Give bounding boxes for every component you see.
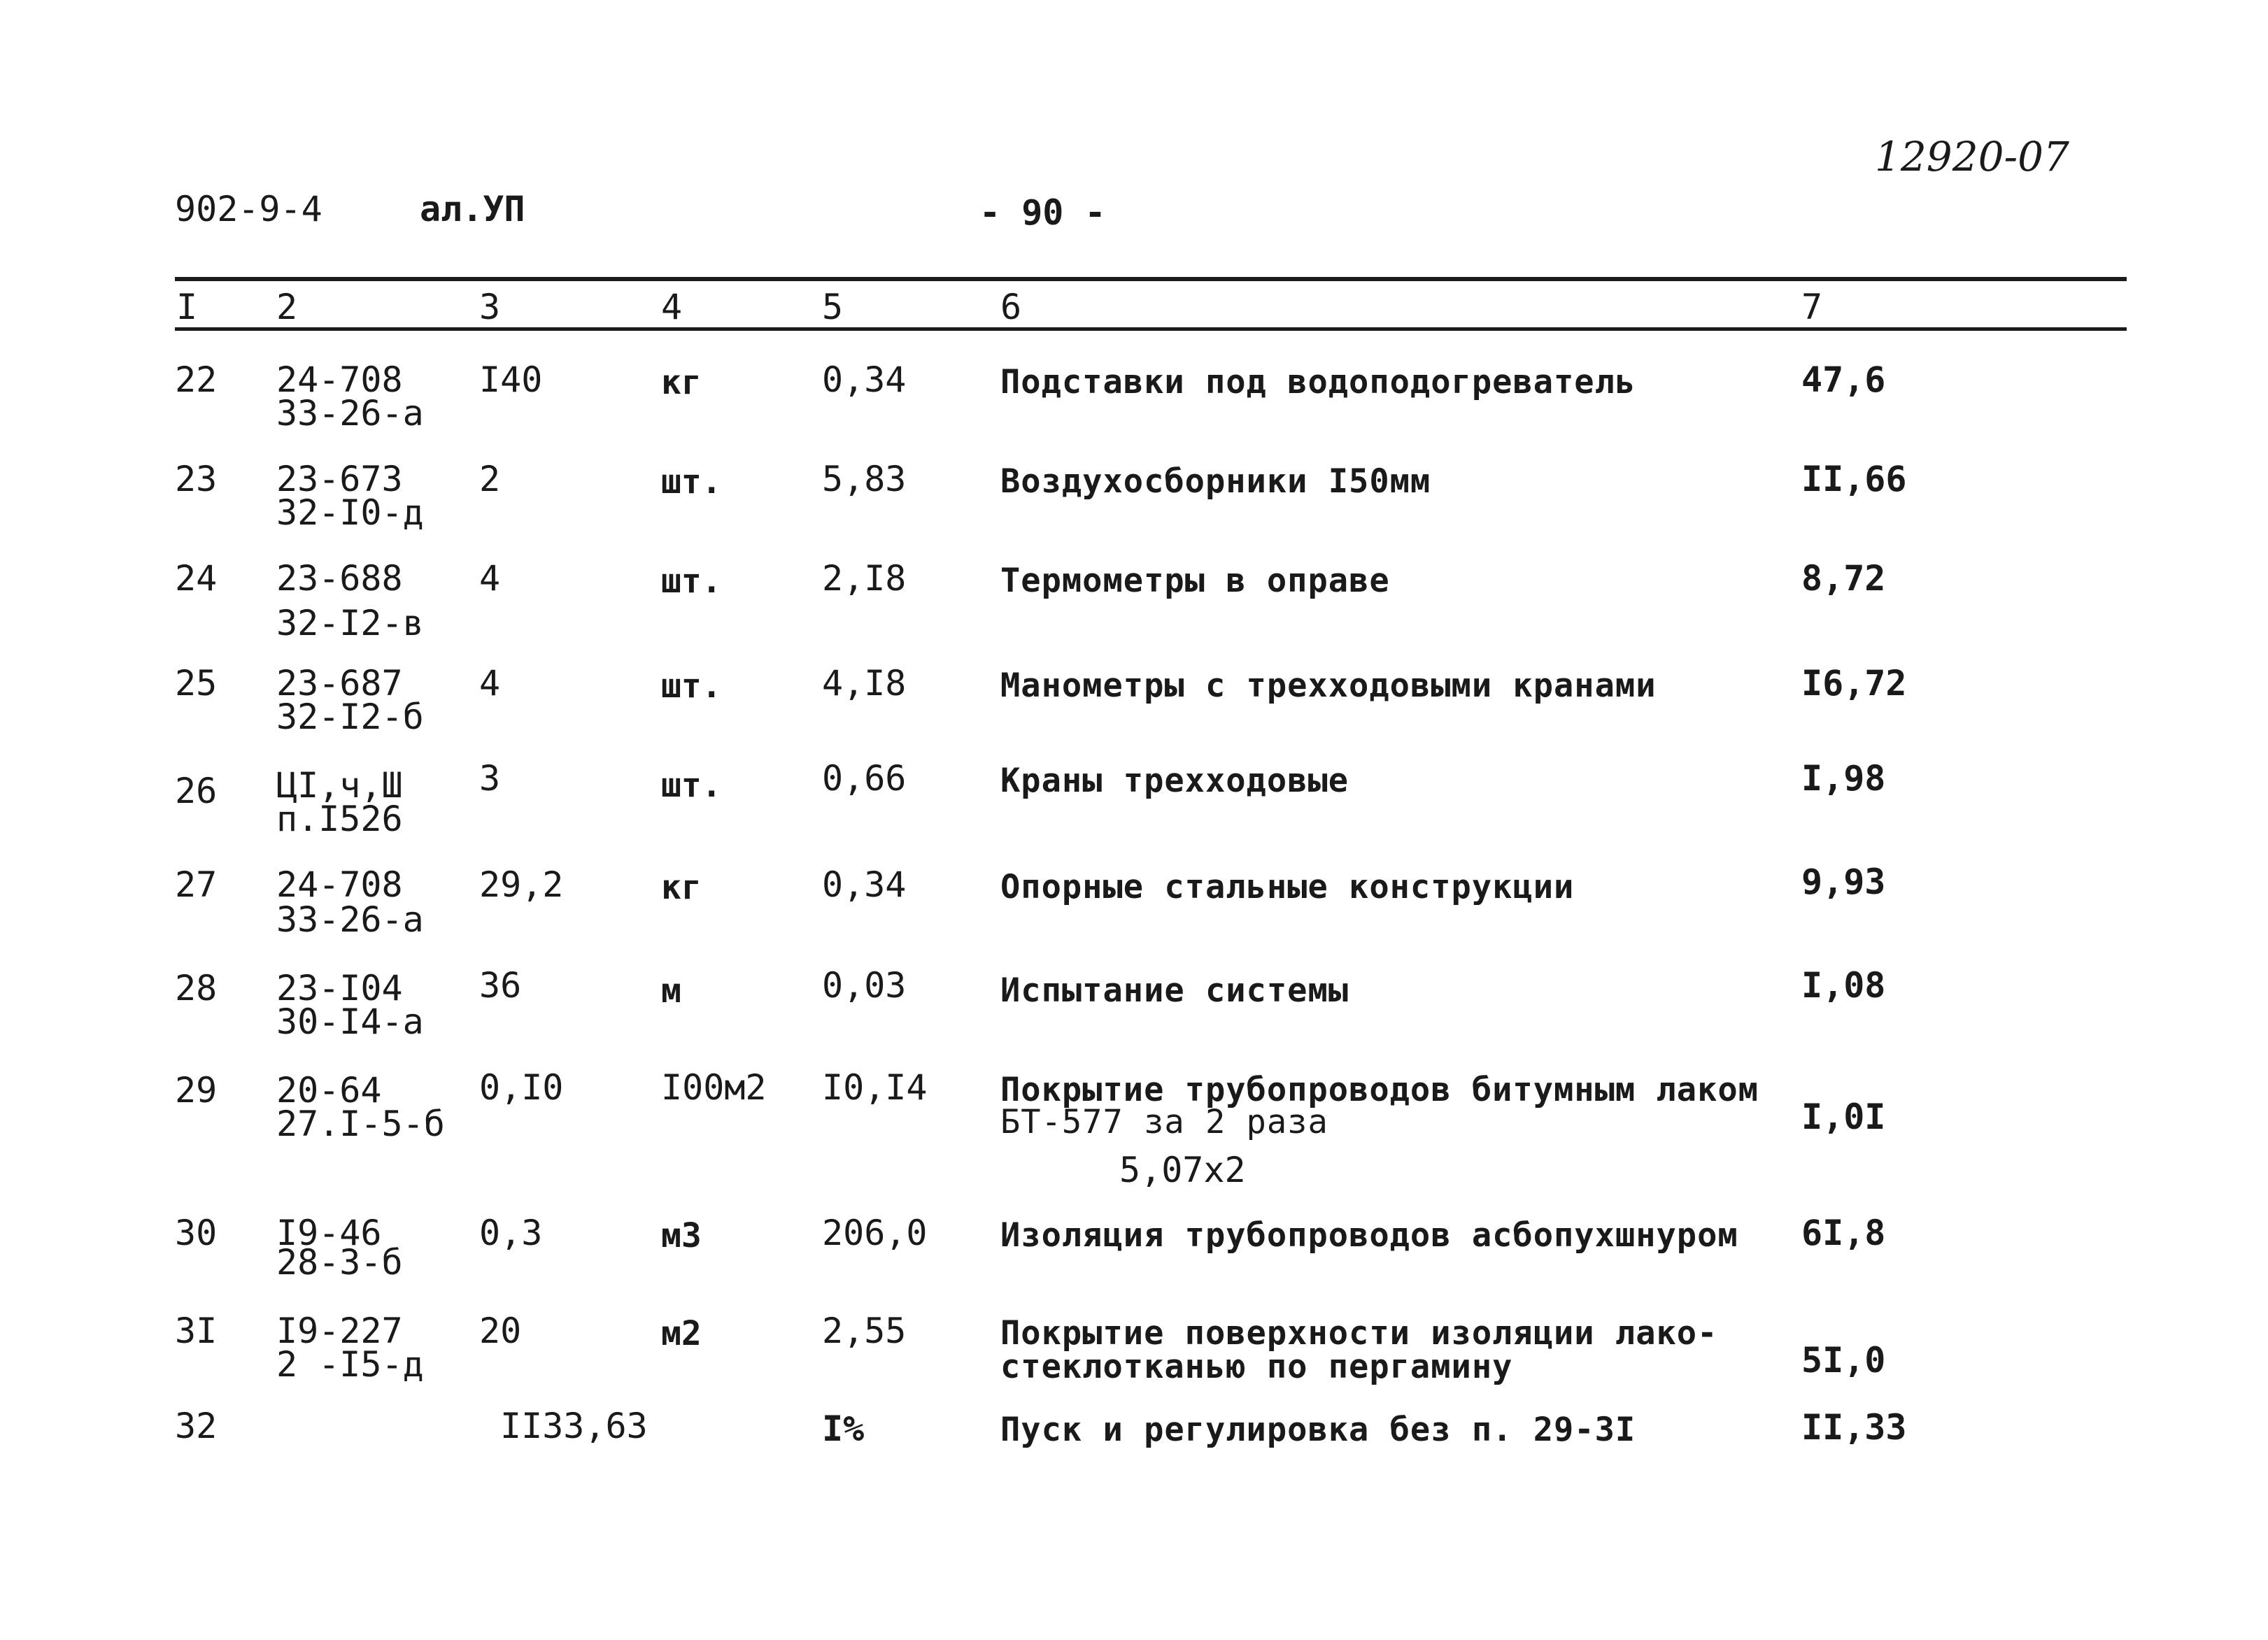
total: I,98 <box>1801 758 1886 799</box>
unit-price: 2,55 <box>822 1311 907 1351</box>
description: Краны трехходовые <box>1000 762 1349 800</box>
norm-code-ref: 32-I0-д <box>276 492 424 533</box>
unit: шт. <box>661 766 722 805</box>
description: Термометры в оправе <box>1000 562 1390 600</box>
unit: м <box>661 971 681 1011</box>
description-continued: стеклотканью по пергамину <box>1000 1348 1513 1386</box>
norm-code: 23-I04 <box>276 968 403 1008</box>
unit-price: 0,66 <box>822 758 907 799</box>
description: Пуск и регулировка без п. 29-3I <box>1000 1411 1636 1449</box>
column-header: 2 <box>276 287 298 327</box>
norm-code: 23-687 <box>276 663 403 704</box>
unit: м3 <box>661 1216 702 1255</box>
unit-price: 0,03 <box>822 965 907 1006</box>
quantity: 36 <box>479 965 522 1006</box>
archive-stamp-number: 12920-07 <box>1875 133 2069 180</box>
description-continued: БТ-577 за 2 раза <box>1000 1103 1328 1141</box>
description: Подставки под водоподогреватель <box>1000 363 1636 401</box>
unit: шт. <box>661 666 722 706</box>
row-number: 25 <box>175 663 218 704</box>
unit: шт. <box>661 562 722 601</box>
column-header: 4 <box>661 287 683 327</box>
description: Испытание системы <box>1000 971 1349 1010</box>
unit-price: 4,I8 <box>822 663 907 704</box>
description: Изоляция трубопроводов асбопухшнуром <box>1000 1216 1738 1255</box>
norm-code: I9-46 <box>276 1213 382 1253</box>
unit-price: 2,I8 <box>822 558 907 599</box>
header-rule <box>175 327 2127 331</box>
album-number: ал.УП <box>420 189 525 229</box>
total: 47,6 <box>1801 359 1886 400</box>
total: 9,93 <box>1801 862 1886 902</box>
total: 8,72 <box>1801 558 1886 599</box>
unit-price: 0,34 <box>822 359 907 400</box>
norm-code: 23-688 <box>276 558 403 599</box>
row-number: 32 <box>175 1406 218 1446</box>
quantity: 20 <box>479 1311 522 1351</box>
total: II,66 <box>1801 459 1907 499</box>
quantity: 4 <box>479 663 501 704</box>
description: Манометры с трехходовыми кранами <box>1000 666 1657 705</box>
unit: кг <box>661 868 702 907</box>
row-number: 27 <box>175 864 218 905</box>
description: Воздухосборники I50мм <box>1000 462 1431 501</box>
total: I,08 <box>1801 965 1886 1006</box>
page-number: - 90 - <box>979 192 1106 233</box>
column-header: I <box>176 287 198 327</box>
unit-price: 5,83 <box>822 459 907 499</box>
quantity: 3 <box>479 758 501 799</box>
quantity: 29,2 <box>479 864 564 905</box>
description: Покрытие трубопроводов битумным лаком <box>1000 1071 1759 1109</box>
norm-code-ref: 27.I-5-б <box>276 1104 445 1144</box>
column-header: 6 <box>1000 287 1022 327</box>
quantity: I40 <box>479 359 543 400</box>
unit: I00м2 <box>661 1067 767 1108</box>
row-number: 28 <box>175 968 218 1008</box>
norm-code: I9-227 <box>276 1311 403 1351</box>
total: II,33 <box>1801 1407 1907 1448</box>
description-calculation: 5,07х2 <box>1119 1150 1246 1190</box>
total: 5I,0 <box>1801 1340 1886 1381</box>
norm-code: 24-708 <box>276 864 403 905</box>
unit: м2 <box>661 1314 702 1353</box>
row-number: 23 <box>175 459 218 499</box>
quantity: 0,3 <box>479 1213 543 1253</box>
row-number: 24 <box>175 558 218 599</box>
percent: I% <box>822 1409 865 1449</box>
row-number: 26 <box>175 771 218 811</box>
total: 6I,8 <box>1801 1213 1886 1253</box>
unit-price: 0,34 <box>822 864 907 905</box>
unit: кг <box>661 363 702 402</box>
unit-price: 206,0 <box>822 1213 928 1253</box>
total: I,0I <box>1801 1097 1886 1137</box>
document-code: 902-9-4 <box>175 189 323 229</box>
row-number: 30 <box>175 1213 218 1253</box>
row-number: 22 <box>175 359 218 400</box>
column-header: 5 <box>822 287 844 327</box>
norm-code-ref: п.I526 <box>276 799 403 839</box>
unit: шт. <box>661 462 722 501</box>
description: Покрытие поверхности изоляции лако- <box>1000 1314 1718 1353</box>
norm-code-ref: 32-I2-в <box>276 603 424 643</box>
norm-code-ref: 33-26-а <box>276 393 424 434</box>
top-rule <box>175 277 2127 281</box>
norm-code-ref: 32-I2-б <box>276 697 424 737</box>
norm-code: ЦI,ч,Ш <box>276 765 403 806</box>
column-header: 7 <box>1801 287 1823 327</box>
norm-code: 23-673 <box>276 459 403 499</box>
unit-price: I0,I4 <box>822 1067 928 1108</box>
row-number: 3I <box>175 1311 218 1351</box>
norm-code-ref: 33-26-а <box>276 899 424 940</box>
description: Опорные стальные конструкции <box>1000 868 1575 906</box>
quantity: 0,I0 <box>479 1067 564 1108</box>
column-header: 3 <box>479 287 501 327</box>
norm-code-ref: 28-3-б <box>276 1242 403 1283</box>
quantity: 4 <box>479 558 501 599</box>
base-amount: II33,63 <box>500 1406 648 1446</box>
quantity: 2 <box>479 459 501 499</box>
norm-code-ref: 2 -I5-д <box>276 1344 424 1385</box>
row-number: 29 <box>175 1070 218 1111</box>
norm-code-ref: 30-I4-а <box>276 1001 424 1042</box>
norm-code: 20-64 <box>276 1070 382 1111</box>
norm-code: 24-708 <box>276 359 403 400</box>
total: I6,72 <box>1801 663 1907 704</box>
